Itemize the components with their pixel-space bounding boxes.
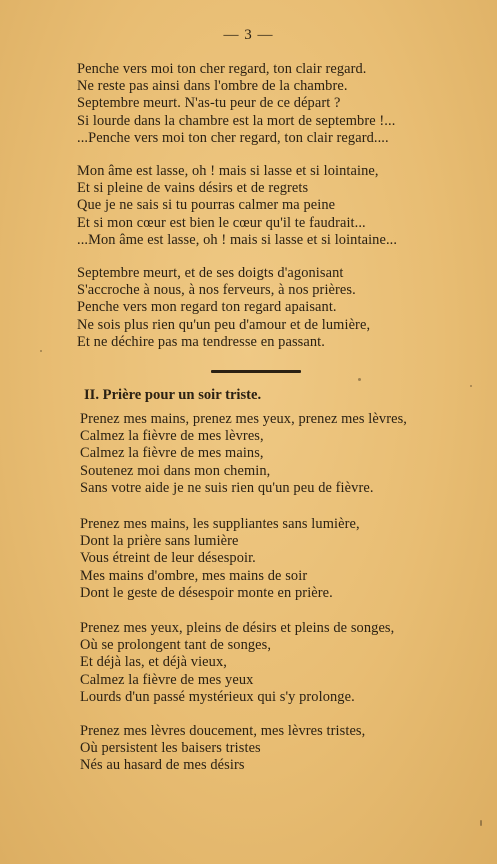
stanza-1 <box>77 61 395 147</box>
stanza-2 <box>77 163 397 249</box>
verse-line: Mes mains d'ombre, mes mains de soir <box>80 567 308 584</box>
verse-line: Calmez la fièvre de mes lèvres, <box>80 428 264 445</box>
verse-line: Sans votre aide je ne suis rien qu'un peu de fièvre. <box>80 479 374 496</box>
verse-line: Que je ne sais si tu pourras calmer ma peine <box>77 197 336 214</box>
verse-line: Septembre meurt. N'as-tu peur de ce départ ? <box>77 95 341 112</box>
verse-line: Et si mon cœur est bien le cœur qu'il te faudrait... <box>77 214 366 231</box>
verse-line: Penche vers moi ton cher regard, ton clair regard. <box>77 61 367 77</box>
verse-line: Et ne déchire pas ma tendresse en passant. <box>77 333 325 350</box>
paper-speck <box>358 378 361 381</box>
stanza-3 <box>77 265 370 351</box>
paper-speck <box>40 350 42 352</box>
verse-line: Septembre meurt, et de ses doigts d'agonisant <box>77 265 344 281</box>
verse-line: Penche vers mon regard ton regard apaisant. <box>77 299 337 316</box>
paper-speck <box>480 820 482 826</box>
verse-line: Et déjà las, et déjà vieux, <box>80 654 227 671</box>
verse-line: Calmez la fièvre de mes mains, <box>80 445 264 462</box>
verse-line: Ne reste pas ainsi dans l'ombre de la chambre. <box>77 78 348 95</box>
verse-line: Si lourde dans la chambre est la mort de septembre !... <box>77 112 396 129</box>
stanza-6 <box>80 620 394 706</box>
verse-line: Dont le geste de désespoir monte en prière. <box>80 584 333 601</box>
verse-line: ...Mon âme est lasse, oh ! mais si lasse et si lointaine... <box>77 231 398 248</box>
page-number: — 3 — <box>223 27 274 43</box>
section-divider <box>211 370 301 373</box>
stanza-7 <box>80 723 365 775</box>
verse-line: Où se prolongent tant de songes, <box>80 637 272 654</box>
stanza-5 <box>80 516 360 602</box>
verse-line: ...Penche vers moi ton cher regard, ton clair regard.... <box>77 129 389 146</box>
verse-line: Où persistent les baisers tristes <box>80 740 261 757</box>
verse-line: Lourds d'un passé mystérieux qui s'y prolonge. <box>80 688 355 705</box>
verse-line: Ne sois plus rien qu'un peu d'amour et de lumière, <box>77 316 371 333</box>
verse-line: Prenez mes lèvres doucement, mes lèvres tristes, <box>80 723 366 739</box>
verse-line: Dont la prière sans lumière <box>80 533 239 550</box>
stanza-4 <box>80 411 407 497</box>
verse-line: Vous étreint de leur désespoir. <box>80 550 256 567</box>
verse-line: Mon âme est lasse, oh ! mais si lasse et si lointaine, <box>77 163 379 179</box>
paper-speck <box>470 385 472 387</box>
section-title: II. Prière pour un soir triste. <box>84 387 262 403</box>
verse-line: Soutenez moi dans mon chemin, <box>80 462 271 479</box>
verse-line: S'accroche à nous, à nos ferveurs, à nos prières. <box>77 282 356 299</box>
verse-line: Prenez mes mains, les suppliantes sans lumière, <box>80 516 360 532</box>
verse-line: Prenez mes yeux, pleins de désirs et pleins de songes, <box>80 620 395 636</box>
verse-line: Prenez mes mains, prenez mes yeux, prenez mes lèvres, <box>80 411 407 427</box>
verse-line: Calmez la fièvre de mes yeux <box>80 671 254 688</box>
verse-line: Nés au hasard de mes désirs <box>80 757 245 774</box>
verse-line: Et si pleine de vains désirs et de regrets <box>77 180 309 197</box>
